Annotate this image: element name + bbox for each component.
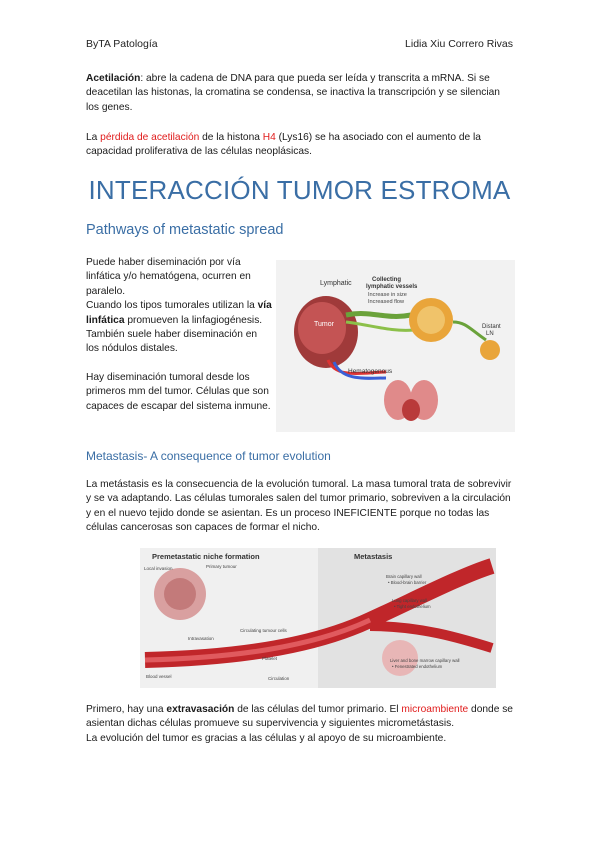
metastatic-spread-figure <box>276 260 515 432</box>
header-left: ByTA Patología <box>86 38 158 50</box>
label-increased-flow: Increased flow <box>368 299 405 305</box>
lymphatic-vessel <box>346 314 411 317</box>
label-intravasation: Intravasation <box>188 636 214 641</box>
label-ln: LN <box>486 331 494 337</box>
final-pre: Primero, hay una <box>86 704 167 715</box>
premetastatic-niche-diagram <box>140 548 496 688</box>
pathways-p1: Puede haber diseminación por vía linfática y/o hematógena, ocurren en paralelo. <box>86 257 251 297</box>
label-local-invasion: Local invasion <box>144 566 173 571</box>
perdida-highlight: pérdida de acetilación <box>100 132 200 143</box>
label-liver: Liver and bone marrow capillary wall <box>390 658 460 663</box>
via-linfatica: vía linfática <box>86 300 272 326</box>
perdida-post: (Lys16) se ha asociado con el aumento de la capacidad proliferativa de las células neoplásicas. <box>86 132 481 158</box>
tumor-core <box>298 302 346 354</box>
perdida-pre: La <box>86 132 101 143</box>
label-tumor: Tumor <box>314 321 334 328</box>
final-paragraph <box>86 703 514 746</box>
extravasacion: extravasación <box>166 704 235 715</box>
label-tight: • Tight endothelium <box>394 604 431 609</box>
acetilacion-term: Acetilación <box>86 73 141 84</box>
label-metastasis: Metastasis <box>354 552 393 561</box>
pathways-p2 <box>86 299 272 357</box>
pathways-p2-post: promueven la linfagiogénesis. También suele haber diseminación en los nódulos distales. <box>86 314 263 355</box>
metastasis-paragraph: La metástasis es la consecuencia de la evolución tumoral. La masa tumoral trata de sobrevivir y se va adaptando. Las células tumorales salen del tumor primario, sobreviven a la circulación y en el nuevo tejido donde se asientan. Es un proceso INEFICIENTE porque no todas las células cancerosas son capaces de formar el nicho. <box>86 479 512 534</box>
acetilacion-text: : abre la cadena de DNA para que pueda ser leída y transcrita a mRNA. Si se deacetilan las histonas, la cromatina se condensa, se inactiva la transcripción y se silencian los genes. <box>86 73 500 113</box>
section-title: INTERACCIÓN TUMOR ESTROMA <box>88 175 511 205</box>
label-circulating: Circulating tumour cells <box>240 628 287 633</box>
header-right: Lidia Xiu Correro Rivas <box>405 38 513 50</box>
label-premetastatic: Premetastatic niche formation <box>152 552 260 561</box>
label-lung: Lung capillary wall <box>392 598 428 603</box>
final-mid: de las células del tumor primario. El <box>234 704 402 715</box>
label-blood-vessel: Blood vessel <box>146 674 172 679</box>
final-post: donde se asientan dichas células promueve su supervivencia y siguientes micrometástasis. <box>86 704 513 730</box>
heart <box>402 399 420 421</box>
label-bbb: • Blood-brain barrier <box>388 580 427 585</box>
final-line2: La evolución del tumor es gracias a las células y al apoyo de su microambiente. <box>86 732 447 744</box>
lymph-node-core <box>417 306 445 334</box>
acetilacion-paragraph <box>86 72 514 115</box>
label-primary-tumour: Primary tumour <box>206 564 237 569</box>
perdida-paragraph <box>86 131 514 160</box>
subsection-title: Pathways of metastatic spread <box>86 222 284 238</box>
label-hematogenous: Hematogenous <box>348 368 393 375</box>
primary-tumour-core <box>164 578 196 610</box>
label-brain: Brain capillary wall <box>386 574 422 579</box>
label-collecting: Collecting <box>372 277 402 283</box>
label-increase-size: Increase in size <box>368 292 407 298</box>
distant-lymph-node <box>480 340 500 360</box>
pathways-p2-pre: Cuando los tipos tumorales utilizan la <box>86 300 258 312</box>
perdida-mid: de la histona <box>199 132 263 143</box>
label-circulation: Circulation <box>268 676 290 681</box>
label-lymphatic-vessels: lymphatic vessels <box>366 284 418 290</box>
label-platelet: Platelet <box>262 656 278 661</box>
pathways-p3: Hay diseminación tumoral desde los primeros mm del tumor. Células que son capaces de escapar del sistema inmune. <box>86 371 271 412</box>
h4-highlight: H4 <box>262 132 276 143</box>
premetastatic-niche-figure <box>140 548 496 688</box>
metastasis-heading: Metastasis- A consequence of tumor evolution <box>86 449 331 463</box>
label-lymphatic: Lymphatic <box>320 280 352 287</box>
metastatic-spread-diagram <box>276 260 515 432</box>
label-distant: Distant <box>482 324 501 330</box>
label-fenestrated: • Fenestrated endothelium <box>392 664 443 669</box>
pathways-text <box>86 256 272 414</box>
microambiente: microambiente <box>401 704 469 715</box>
